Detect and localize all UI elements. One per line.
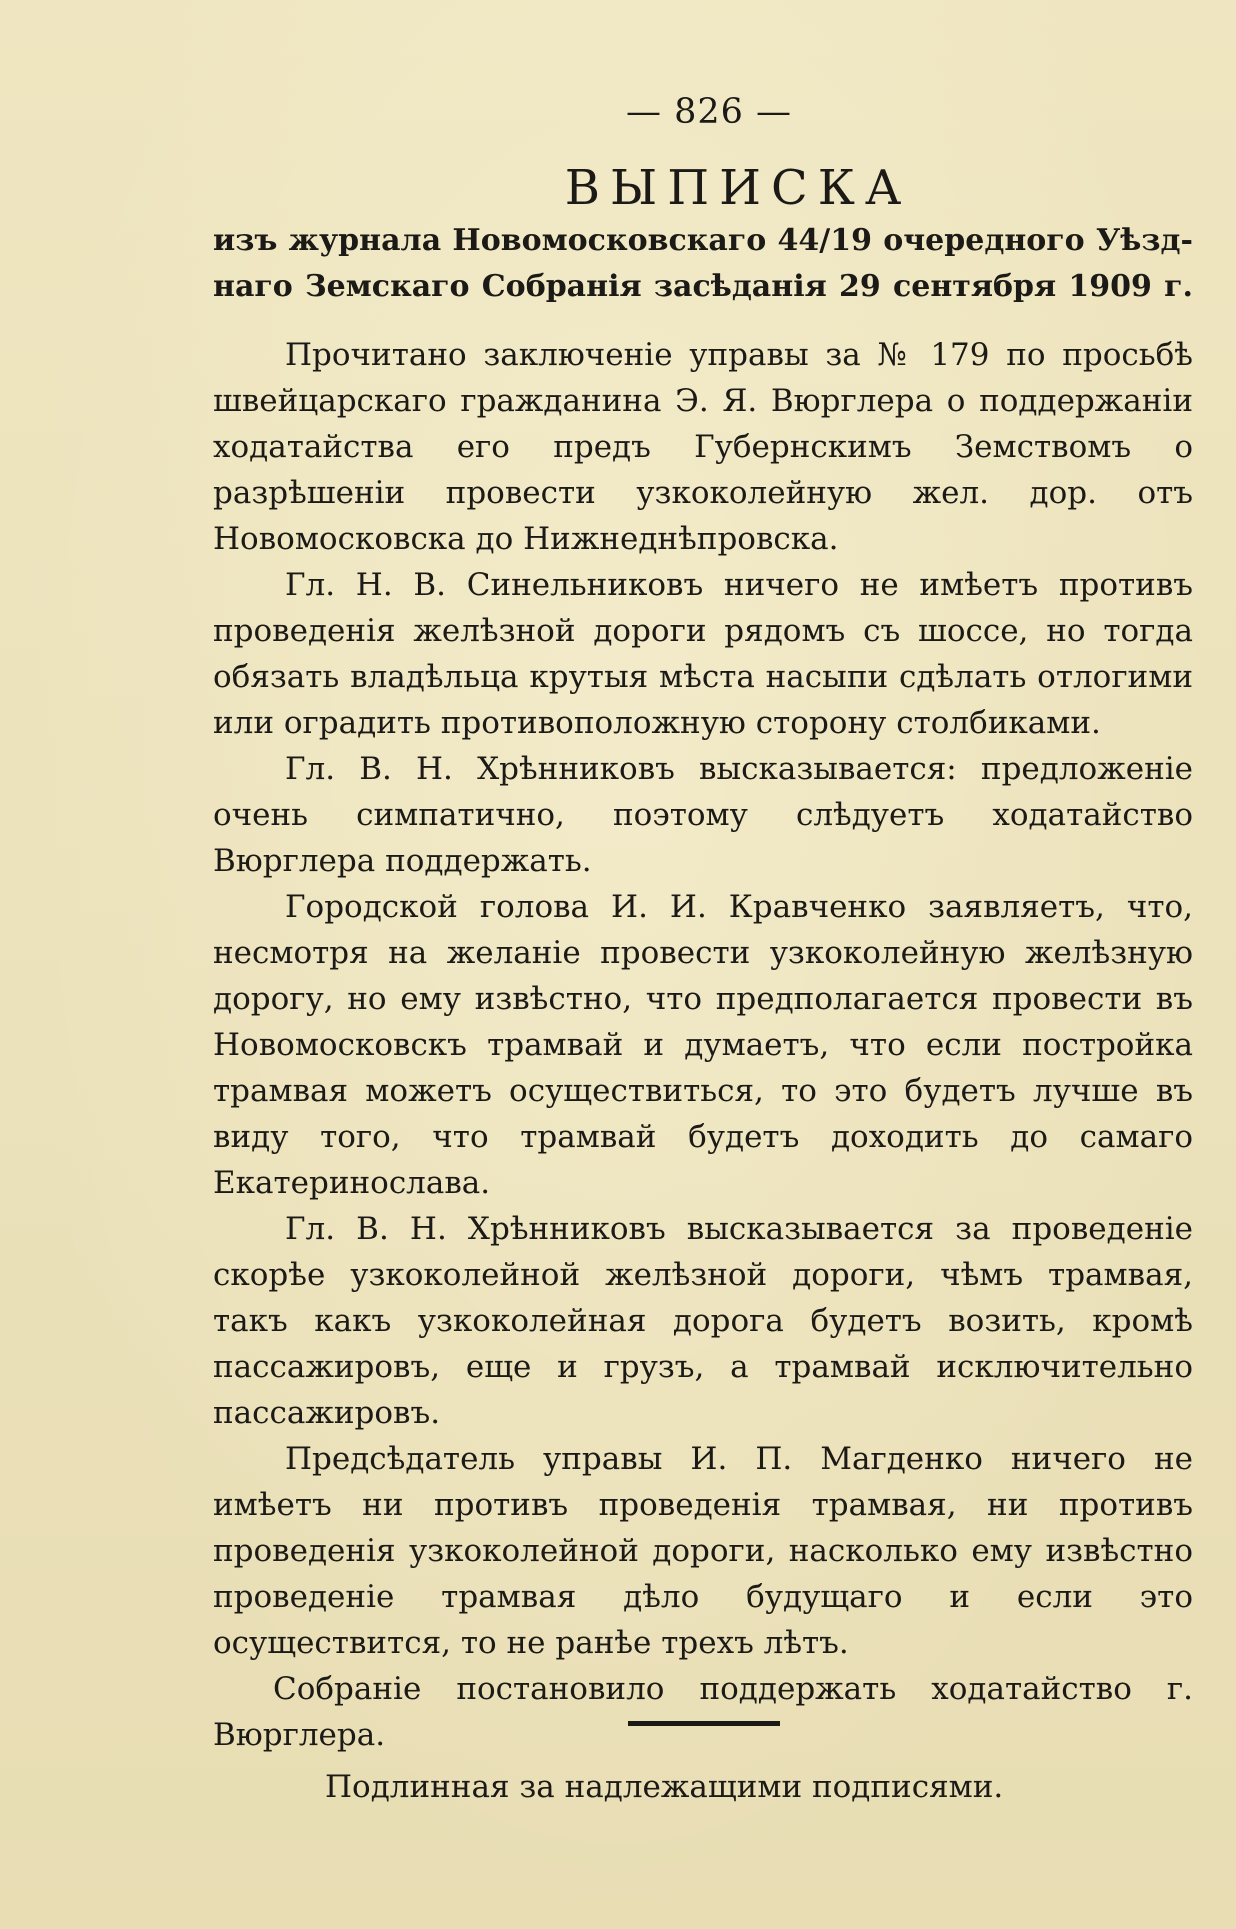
text-column: [213, 92, 1193, 1810]
paragraph-5: Гл. В. Н. Хрѣнниковъ высказывается за проведеніе скорѣе узкоколейной желѣзной дороги, чѣмъ трамвая, такъ какъ узкоколейная дорога будетъ возить, кромѣ пассажировъ, еще и грузъ, а трамвай исключительно пассажировъ.: [213, 1211, 1193, 1431]
page-number: — 826 —: [625, 92, 793, 132]
paragraph-3: Гл. В. Н. Хрѣнниковъ высказывается: предложеніе очень симпатично, поэтому слѣдуетъ ходатайство Вюрглера поддержать.: [213, 751, 1193, 879]
closing-rule: [628, 1721, 780, 1726]
paragraph-6: Предсѣдатель управы И. П. Магденко ничего не имѣетъ ни противъ проведенія трамвая, ни противъ проведенія узкоколейной дороги, насколько ему извѣстно проведеніе трамвая дѣло будущаго и если это осуществится, то не ранѣе трехъ лѣтъ.: [213, 1441, 1193, 1661]
subtitle-line-1: изъ журнала Новомосковскаго 44/19 очередного Уѣзд-: [213, 223, 1193, 258]
resolution-line: Собраніе постановило поддержать ходатайство г. Вюрглера.: [213, 1671, 1193, 1753]
document-title: ВЫПИСКА: [564, 160, 912, 216]
paragraph-1: Прочитано заключеніе управы за № 179 по просьбѣ швейцарскаго гражданина Э. Я. Вюрглера о поддержаніи ходатайства его предъ Губернскимъ Земствомъ о разрѣшеніи провести узкоколейную жел. дор. отъ Новомосковска до Нижнеднѣпровска.: [213, 337, 1193, 557]
paragraph-4: Городской голова И. И. Кравченко заявляетъ, что, несмотря на желаніе провести узкоколейную желѣзную дорогу, но ему извѣстно, что предполагается провести въ Новомосковскъ трамвай и думаетъ, что если постройка трамвая можетъ осуществиться, то это будетъ лучше въ виду того, что трамвай будетъ доходить до самаго Екатеринослава.: [213, 889, 1193, 1201]
subtitle-line-2: наго Земскаго Собранія засѣданія 29 сентября 1909 г.: [213, 269, 1193, 304]
signature-line: Подлинная за надлежащими подписями.: [325, 1769, 1004, 1805]
paragraph-2: Гл. Н. В. Синельниковъ ничего не имѣетъ противъ проведенія желѣзной дороги рядомъ съ шоссе, но тогда обязать владѣльца крутыя мѣста насыпи сдѣлать отлогими или оградить противоположную сторону столбиками.: [213, 567, 1193, 741]
